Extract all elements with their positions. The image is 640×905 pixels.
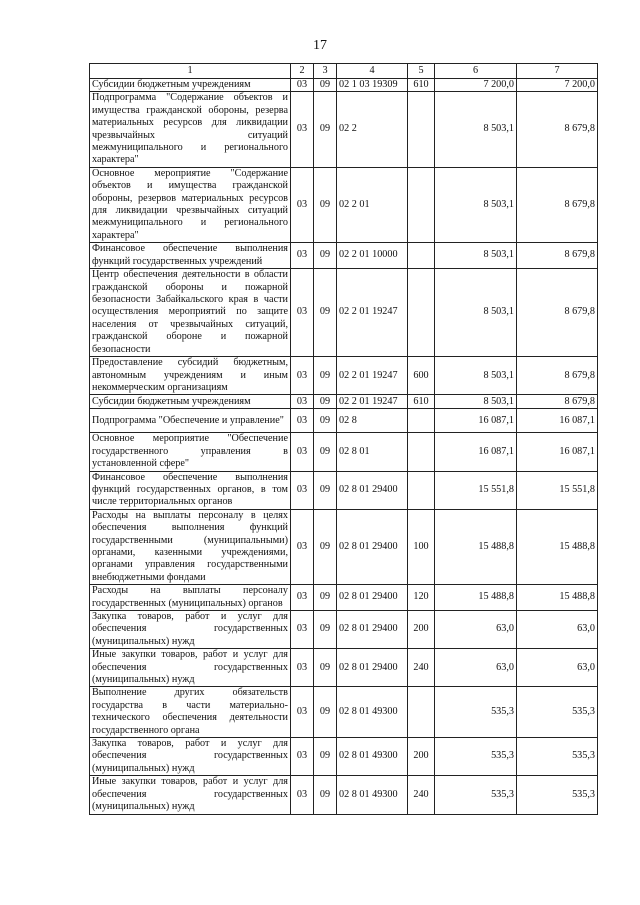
column-header: 5 [408,64,435,79]
row-subsection-cell: 09 [314,167,337,242]
column-header: 1 [90,64,291,79]
row-section-cell: 03 [291,357,314,395]
row-expense-type-cell [408,433,435,471]
row-amount-year2-cell: 16 087,1 [517,409,598,433]
page-number: 17 [313,38,327,53]
row-subsection-cell: 09 [314,649,337,687]
row-amount-year1-cell: 16 087,1 [435,433,517,471]
row-name-cell: Основное мероприятие "Обеспечение государственного управления в установленной сфере" [90,433,291,471]
row-subsection-cell: 09 [314,509,337,584]
row-target-code-cell: 02 8 01 [337,433,408,471]
row-subsection-cell: 09 [314,92,337,167]
table-row [90,471,598,509]
row-target-code-cell: 02 2 01 10000 [337,243,408,269]
row-subsection-cell: 09 [314,611,337,649]
column-header: 7 [517,64,598,79]
row-amount-year2-cell: 16 087,1 [517,433,598,471]
row-amount-year2-cell: 8 679,8 [517,92,598,167]
row-amount-year1-cell: 7 200,0 [435,79,517,92]
row-amount-year2-cell: 7 200,0 [517,79,598,92]
row-amount-year2-cell: 15 488,8 [517,509,598,584]
row-expense-type-cell: 610 [408,395,435,409]
table-row [90,92,598,167]
row-subsection-cell: 09 [314,243,337,269]
row-amount-year2-cell: 535,3 [517,687,598,738]
row-target-code-cell: 02 8 01 29400 [337,611,408,649]
row-amount-year1-cell: 15 488,8 [435,509,517,584]
row-section-cell: 03 [291,687,314,738]
row-amount-year1-cell: 8 503,1 [435,269,517,357]
row-target-code-cell: 02 8 01 29400 [337,509,408,584]
table-row [90,585,598,611]
row-target-code-cell: 02 8 01 49300 [337,776,408,814]
row-expense-type-cell [408,269,435,357]
table-row [90,409,598,433]
row-section-cell: 03 [291,776,314,814]
row-name-cell: Подпрограмма "Содержание объектов и имущества гражданской обороны, резерва материальных ресурсов для ликвидации чрезвычайных ситуаций межмуниципального и регионального характера" [90,92,291,167]
table-row [90,649,598,687]
row-amount-year2-cell: 63,0 [517,649,598,687]
row-section-cell: 03 [291,611,314,649]
row-expense-type-cell: 600 [408,357,435,395]
row-target-code-cell: 02 1 03 19309 [337,79,408,92]
row-name-cell: Финансовое обеспечение выполнения функций государственных учреждений [90,243,291,269]
row-expense-type-cell [408,92,435,167]
table-row [90,79,598,92]
row-name-cell: Расходы на выплаты персоналу государственных (муниципальных) органов [90,585,291,611]
row-name-cell: Основное мероприятие "Содержание объектов и имущества гражданской обороны, резервов материальных ресурсов для ликвидации чрезвычайных ситуаций межмуниципального и регионального характера" [90,167,291,242]
row-amount-year2-cell: 15 488,8 [517,585,598,611]
row-amount-year2-cell: 535,3 [517,776,598,814]
row-amount-year1-cell: 8 503,1 [435,92,517,167]
row-name-cell: Предоставление субсидий бюджетным, автономным учреждениям и иным некоммерческим организациям [90,357,291,395]
row-target-code-cell: 02 8 [337,409,408,433]
row-subsection-cell: 09 [314,79,337,92]
row-amount-year2-cell: 8 679,8 [517,167,598,242]
row-section-cell: 03 [291,433,314,471]
row-subsection-cell: 09 [314,357,337,395]
row-amount-year1-cell: 16 087,1 [435,409,517,433]
row-section-cell: 03 [291,738,314,776]
row-amount-year1-cell: 8 503,1 [435,395,517,409]
row-subsection-cell: 09 [314,395,337,409]
table-row [90,738,598,776]
row-target-code-cell: 02 8 01 49300 [337,687,408,738]
row-amount-year2-cell: 63,0 [517,611,598,649]
row-target-code-cell: 02 2 01 19247 [337,269,408,357]
table-row [90,687,598,738]
row-section-cell: 03 [291,471,314,509]
column-header: 6 [435,64,517,79]
column-header: 3 [314,64,337,79]
row-amount-year1-cell: 535,3 [435,776,517,814]
table-row [90,167,598,242]
row-target-code-cell: 02 8 01 29400 [337,585,408,611]
row-amount-year1-cell: 63,0 [435,611,517,649]
row-expense-type-cell: 200 [408,738,435,776]
row-name-cell: Иные закупки товаров, работ и услуг для обеспечения государственных (муниципальных) нужд [90,649,291,687]
row-expense-type-cell [408,687,435,738]
row-subsection-cell: 09 [314,738,337,776]
table-row [90,357,598,395]
row-section-cell: 03 [291,79,314,92]
table-header-row [90,64,598,79]
table-row [90,509,598,584]
row-section-cell: 03 [291,167,314,242]
row-expense-type-cell [408,409,435,433]
row-target-code-cell: 02 8 01 49300 [337,738,408,776]
row-name-cell: Центр обеспечения деятельности в области гражданской обороны и пожарной безопасности Забайкальского края в части осуществления мероприятий по защите населения от чрезвычайных ситуаций, гражданской обороне и пожарной безопасности [90,269,291,357]
column-header: 2 [291,64,314,79]
row-subsection-cell: 09 [314,471,337,509]
row-target-code-cell: 02 2 [337,92,408,167]
column-header: 4 [337,64,408,79]
row-amount-year1-cell: 63,0 [435,649,517,687]
row-expense-type-cell: 610 [408,79,435,92]
row-amount-year1-cell: 8 503,1 [435,243,517,269]
row-expense-type-cell: 240 [408,649,435,687]
row-name-cell: Выполнение других обязательств государства в части материально-технического обеспечения деятельности государственного органа [90,687,291,738]
row-section-cell: 03 [291,269,314,357]
row-name-cell: Субсидии бюджетным учреждениям [90,395,291,409]
row-name-cell: Закупка товаров, работ и услуг для обеспечения государственных (муниципальных) нужд [90,611,291,649]
row-target-code-cell: 02 8 01 29400 [337,471,408,509]
row-subsection-cell: 09 [314,776,337,814]
row-target-code-cell: 02 8 01 29400 [337,649,408,687]
row-name-cell: Закупка товаров, работ и услуг для обеспечения государственных (муниципальных) нужд [90,738,291,776]
row-section-cell: 03 [291,409,314,433]
row-expense-type-cell [408,471,435,509]
row-target-code-cell: 02 2 01 19247 [337,357,408,395]
table-body [90,79,598,815]
row-subsection-cell: 09 [314,433,337,471]
row-amount-year1-cell: 535,3 [435,738,517,776]
row-name-cell: Подпрограмма "Обеспечение и управление" [90,409,291,433]
table-row [90,611,598,649]
row-expense-type-cell [408,167,435,242]
budget-table [89,63,598,815]
row-section-cell: 03 [291,395,314,409]
row-amount-year2-cell: 8 679,8 [517,269,598,357]
row-name-cell: Финансовое обеспечение выполнения функций государственных органов, в том числе территориальных органов [90,471,291,509]
table-row [90,269,598,357]
row-subsection-cell: 09 [314,269,337,357]
row-amount-year2-cell: 8 679,8 [517,243,598,269]
table-row [90,433,598,471]
row-amount-year1-cell: 15 551,8 [435,471,517,509]
row-amount-year2-cell: 15 551,8 [517,471,598,509]
row-amount-year1-cell: 15 488,8 [435,585,517,611]
table-row [90,243,598,269]
row-amount-year1-cell: 535,3 [435,687,517,738]
row-expense-type-cell: 240 [408,776,435,814]
row-target-code-cell: 02 2 01 19247 [337,395,408,409]
row-expense-type-cell [408,243,435,269]
row-name-cell: Субсидии бюджетным учреждениям [90,79,291,92]
row-expense-type-cell: 200 [408,611,435,649]
row-amount-year2-cell: 535,3 [517,738,598,776]
row-expense-type-cell: 100 [408,509,435,584]
row-amount-year2-cell: 8 679,8 [517,357,598,395]
row-section-cell: 03 [291,509,314,584]
row-section-cell: 03 [291,649,314,687]
row-subsection-cell: 09 [314,409,337,433]
row-section-cell: 03 [291,243,314,269]
table-row [90,776,598,814]
table-row [90,395,598,409]
row-amount-year2-cell: 8 679,8 [517,395,598,409]
row-expense-type-cell: 120 [408,585,435,611]
row-target-code-cell: 02 2 01 [337,167,408,242]
row-name-cell: Расходы на выплаты персоналу в целях обеспечения выполнения функций государственными (муниципальными) органами, казенными учреждениями, органами управления государственными внебюджетными фондами [90,509,291,584]
row-section-cell: 03 [291,92,314,167]
row-name-cell: Иные закупки товаров, работ и услуг для обеспечения государственных (муниципальных) нужд [90,776,291,814]
row-section-cell: 03 [291,585,314,611]
row-subsection-cell: 09 [314,687,337,738]
row-amount-year1-cell: 8 503,1 [435,167,517,242]
row-subsection-cell: 09 [314,585,337,611]
row-amount-year1-cell: 8 503,1 [435,357,517,395]
